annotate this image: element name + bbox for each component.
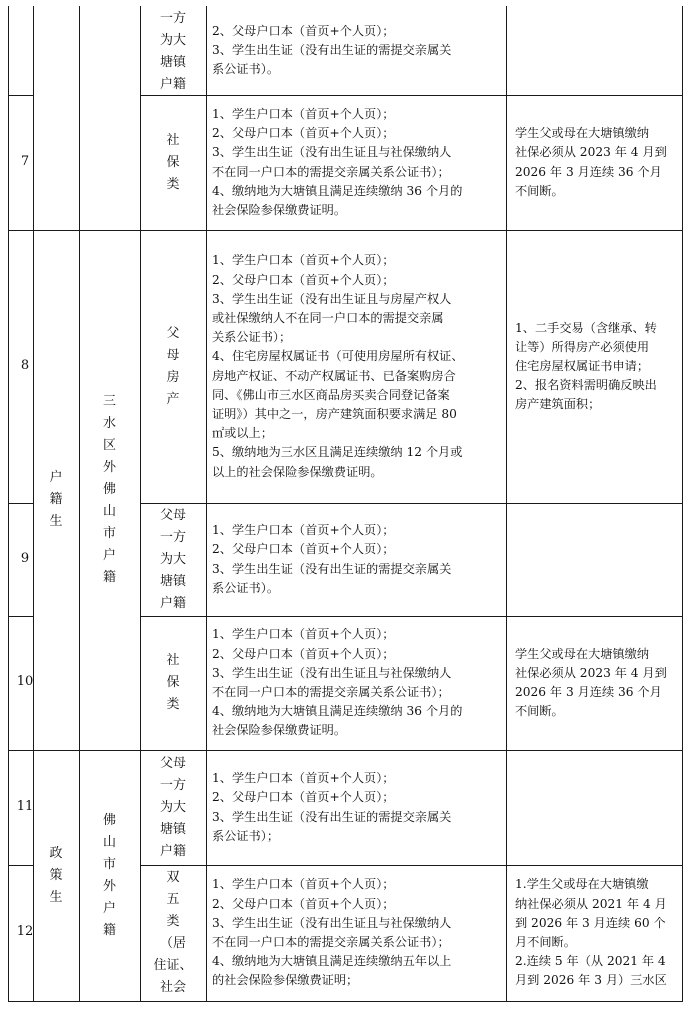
category-text: （居 [159, 936, 186, 951]
category-cell-text [140, 867, 206, 999]
table-bottom-border [8, 1001, 683, 1002]
category-text: 类 [166, 176, 180, 192]
requirement-line: 社会保险参保缴费证明。 [212, 202, 347, 217]
requirement-line: 系公证书）。 [212, 62, 280, 77]
table-row-border [140, 95, 683, 96]
note-line: 月到 2026 年 3 月）三水区 [515, 973, 667, 988]
note-line: 社保必须从 2023 年 4 月到 [515, 145, 667, 160]
note-line: 学生父或母在大塘镇缴纳 [515, 126, 650, 141]
requirement-line: 同、《佛山市三水区商品房买卖合同登记备案 [212, 387, 450, 402]
row-number: 9 [20, 550, 30, 566]
note-line: 2、报名资料需明确反映出 [515, 378, 657, 393]
requirement-line: 3、学生出生证（没有出生证且与社保缴纳人 [212, 145, 452, 160]
category-text: 户籍 [159, 843, 186, 859]
requirements-cell [212, 22, 451, 80]
group-label-char: 户 [102, 900, 116, 916]
row-number: 12 [16, 924, 34, 939]
table-vertical-border [506, 6, 507, 1002]
group-label-char: 户 [49, 470, 63, 485]
notes-cell [515, 645, 667, 722]
requirement-line: 3、学生出生证（没有出生证的需提交亲属关 [212, 561, 452, 576]
group-label-col3-foshan [79, 810, 140, 942]
table-row-border [8, 750, 34, 751]
requirement-line: 4、缴纳地为大塘镇且满足连续缴纳五年以上 [212, 954, 452, 969]
note-line: 月不间断。 [515, 935, 576, 949]
requirement-line: 1、学生户口本（首页+个人页）； [212, 106, 395, 121]
notes-cell [515, 319, 657, 415]
requirement-line: 3、学生出生证（没有出生证且与社保缴纳人 [212, 915, 452, 930]
requirements-cell [212, 521, 451, 598]
note-line: 2.连续 5 年（从 2021 年 4 [515, 954, 666, 969]
note-line: 房产建筑面积； [515, 397, 601, 412]
requirement-line: 5、缴纳地为三水区且满足连续缴纳 12 个月或 [212, 445, 463, 460]
group-label-char: 市 [102, 856, 116, 872]
requirement-line: 1、学生户口本（首页+个人页）； [212, 771, 395, 786]
requirement-line: 2、父母户口本（首页+个人页）； [212, 126, 395, 141]
group-label-char: 户 [102, 548, 116, 563]
table-row-border [140, 503, 683, 504]
requirements-cell [212, 625, 462, 740]
group-label-char: 外 [102, 878, 116, 894]
requirement-line: 3、学生出生证（没有出生证的需提交亲属关 [212, 42, 452, 57]
category-cell-text [140, 323, 206, 411]
category-text: 为大 [159, 552, 186, 567]
group-label-char: 策 [49, 867, 63, 883]
category-text: 保 [166, 675, 180, 690]
category-text: 母 [166, 347, 180, 363]
requirement-line: 关系公证书）； [212, 330, 292, 345]
note-line: 1、二手交易（含继承、转 [515, 320, 657, 335]
row-number: 10 [16, 674, 34, 689]
category-text: 社 [166, 132, 180, 148]
category-text: 社会 [159, 980, 186, 995]
category-cell-text [140, 650, 206, 716]
table-row-border [8, 616, 34, 617]
group-label-char: 籍 [102, 922, 116, 938]
requirement-line: 4、缴纳地为大塘镇且满足连续缴纳 36 个月的 [212, 704, 463, 719]
requirement-line: 不在同一户口本的需提交亲属关系公证书）； [212, 164, 450, 179]
group-label-char: 籍 [102, 570, 116, 585]
requirement-line: 4、住宅房屋权属证书（可使用房屋所有权证、 [212, 349, 464, 364]
group-label-col2-huji [33, 467, 79, 533]
group-label-char: 佛 [102, 482, 116, 497]
note-line: 学生父或母在大塘镇缴纳 [515, 646, 650, 661]
category-cell-text [140, 130, 206, 196]
category-text: 户籍 [159, 77, 186, 92]
table-row-border [140, 865, 683, 866]
category-text: 类 [166, 914, 180, 929]
requirement-line: 不在同一户口本的需提交亲属关系公证书）； [212, 935, 450, 949]
table-row-border [140, 750, 683, 751]
note-line: 2026 年 3 月连续 36 个月 [515, 164, 662, 179]
requirement-line: 2、父母户口本（首页+个人页）； [212, 790, 395, 805]
category-text: 塘镇 [159, 821, 186, 837]
category-text: 保 [166, 154, 180, 170]
note-line: 到 2026 年 3 月连续 60 个 [515, 915, 666, 930]
requirement-line: 1、学生户口本（首页+个人页）； [212, 627, 395, 642]
requirement-line: 2、父母户口本（首页+个人页）； [212, 646, 395, 661]
category-text: 类 [166, 697, 180, 712]
group-label-char: 外 [102, 460, 116, 475]
category-text: 父母 [159, 508, 186, 523]
category-cell-text [140, 505, 206, 615]
requirements-cell [212, 251, 464, 481]
requirements-cell [212, 875, 451, 990]
requirement-line: 3、学生出生证（没有出生证且与房屋产权人 [212, 291, 452, 306]
table-row-border [140, 230, 683, 231]
category-text: 一方 [159, 530, 186, 545]
category-text: 一方 [159, 777, 186, 793]
requirements-cell [212, 105, 462, 220]
group-border [79, 750, 141, 751]
category-text: 户籍 [159, 596, 186, 611]
requirement-line: 1、学生户口本（首页+个人页）； [212, 253, 395, 268]
group-label-col2-zhengce [33, 843, 79, 909]
requirement-line: 不在同一户口本的需提交亲属关系公证书）； [212, 685, 450, 699]
category-text: 为大 [159, 799, 186, 815]
table-row-border [8, 865, 34, 866]
group-label-col3-sanshui [79, 391, 140, 589]
table-row-border [8, 230, 34, 231]
group-label-char: 市 [102, 526, 116, 541]
group-label-char: 区 [102, 438, 116, 453]
requirement-line: 社会保险参保缴费证明。 [212, 723, 347, 738]
category-text: 产 [166, 391, 180, 407]
note-line: 不间断。 [515, 183, 564, 198]
group-label-char: 籍 [49, 492, 63, 507]
row-number: 11 [16, 798, 34, 814]
requirement-line: ㎡或以上； [212, 426, 273, 441]
category-text: 塘镇 [159, 55, 186, 70]
table-row-border [140, 616, 683, 617]
notes-cell [515, 875, 667, 990]
table-vertical-border [682, 6, 683, 1002]
note-line: 不间断。 [515, 704, 564, 719]
group-label-char: 山 [102, 834, 116, 850]
group-label-char: 政 [49, 845, 63, 861]
requirement-line: 系公证书）； [212, 828, 280, 843]
requirements-cell [212, 769, 451, 846]
category-text: 塘镇 [159, 574, 186, 589]
group-label-char: 生 [49, 514, 63, 529]
category-text: 房 [166, 369, 180, 385]
category-text: 为大 [159, 33, 186, 48]
requirement-line: 以上的社会保险参保缴费证明。 [212, 464, 383, 479]
category-cell-text [140, 8, 206, 96]
table-row-border [8, 503, 34, 504]
note-line: 纳社保必须从 2021 年 4 月 [515, 896, 667, 911]
requirement-line: 1、学生户口本（首页+个人页）； [212, 877, 395, 892]
category-text: 五 [166, 892, 180, 907]
requirement-line: 2、父母户口本（首页+个人页）； [212, 23, 395, 38]
group-border [33, 750, 80, 751]
category-text: 住证、 [153, 958, 193, 973]
requirement-line: 2、父母户口本（首页+个人页）； [212, 896, 395, 911]
group-label-char: 生 [49, 889, 63, 905]
requirement-line: 的社会保险参保缴费证明； [212, 973, 359, 988]
row-number: 7 [20, 153, 30, 169]
category-text: 父母 [159, 755, 186, 771]
requirement-line: 或社保缴纳人不在同一户口本的需提交亲属 [212, 310, 444, 325]
category-cell-text [140, 753, 206, 863]
group-label-char: 水 [102, 416, 116, 431]
requirement-line: 系公证书）。 [212, 580, 280, 595]
note-line: 1.学生父或母在大塘镇缴 [515, 877, 649, 892]
row-number: 8 [20, 357, 30, 373]
note-line: 社保必须从 2023 年 4 月到 [515, 665, 667, 680]
note-line: 让等）所得房产必须使用 [515, 339, 650, 354]
requirement-line: 2、父母户口本（首页+个人页）； [212, 272, 395, 287]
requirement-line: 房地产权证、不动产权属证书、已备案购房合 [212, 368, 456, 383]
note-line: 住宅房屋权属证书申请； [515, 358, 650, 373]
category-text: 社 [166, 653, 180, 668]
requirement-line: 1、学生户口本（首页+个人页）； [212, 523, 395, 538]
category-text: 双 [166, 870, 180, 885]
group-label-char: 三 [102, 394, 116, 409]
group-border [79, 230, 141, 231]
notes-cell [515, 124, 667, 201]
requirement-line: 证明》）其中之一，房产建筑面积要求满足 80 [212, 406, 457, 421]
requirement-line: 2、父母户口本（首页+个人页）； [212, 542, 395, 557]
requirement-line: 3、学生出生证（没有出生证且与社保缴纳人 [212, 665, 452, 680]
table-vertical-border [206, 6, 207, 1002]
requirement-line: 3、学生出生证（没有出生证的需提交亲属关 [212, 809, 452, 824]
requirement-line: 4、缴纳地为大塘镇且满足连续缴纳 36 个月的 [212, 183, 463, 198]
group-label-char: 山 [102, 504, 116, 519]
category-text: 一方 [159, 11, 186, 26]
category-text: 父 [166, 325, 180, 341]
group-label-char: 佛 [102, 812, 116, 828]
note-line: 2026 年 3 月连续 36 个月 [515, 685, 662, 699]
group-border [33, 230, 80, 231]
table-row-border [8, 95, 34, 96]
